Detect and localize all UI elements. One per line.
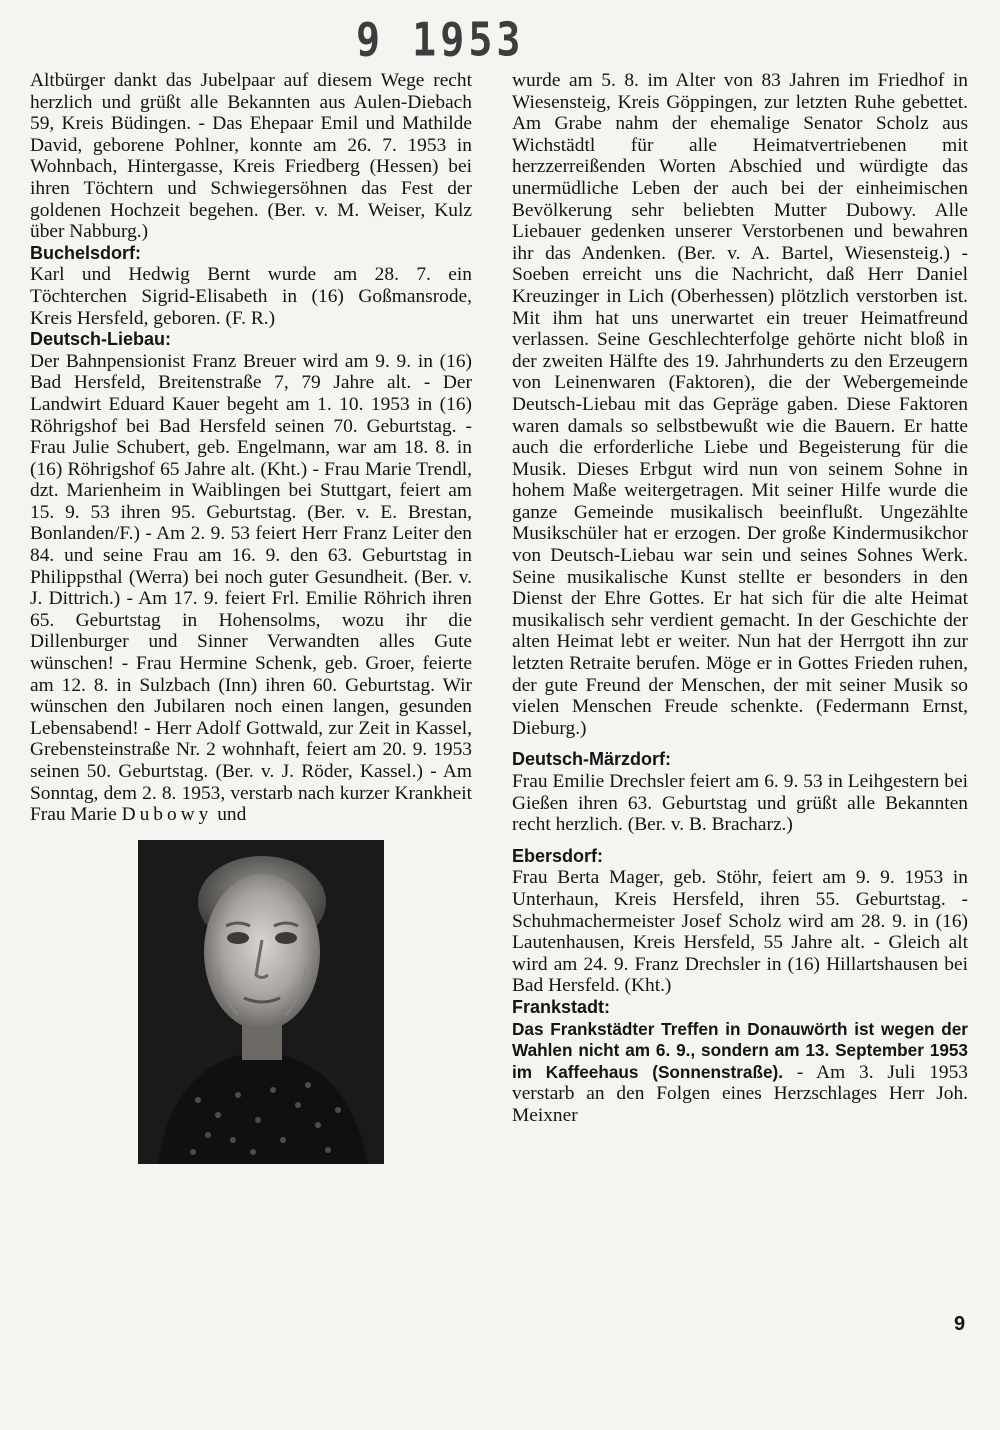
paragraph [30, 351, 472, 826]
name-spaced: Dubowy [121, 804, 213, 826]
paragraph [512, 1019, 968, 1127]
paragraph: Frau Berta Mager, geb. Stöhr, feiert am 9. 9. 1953 in Unterhaun, Kreis Hersfeld, ihren 55. Geburtstag. - Schuhmachermeister Josef Scholz wird am 28. 9. in (16) Lautenhausen, Kreis Hersfeld, 55 Jahre alt. - Gleich alt wird am 24. 9. Franz Drechsler in (16) Hillartshausen bei Bad Hersfeld. (Kht.) [512, 867, 968, 997]
paragraph: wurde am 5. 8. im Alter von 83 Jahren im Friedhof in Wiesensteig, Kreis Göppingen, zur letzten Ruhe gebettet. Am Grabe nahm der ehemalige Senator Scholz aus Wichstädtl für alle Heimatvertriebenen mit herzzerreißenden Worten Abschied und würdigte das unermüdliche Leben der auch bei der einheimischen Bevölkerung sehr beliebten Mutter Dubowy. Alle Liebauer gedenken unserer Verstorbenen und bewahren ihr das Andenken. (Ber. v. A. Bartel, Wiesensteig.) - Soeben erreicht uns die Nachricht, daß Herr Daniel Kreuzinger in Lich (Oberhessen) plötzlich verstorben ist. Mit ihm hat uns unerwartet ein treuer Heimatfreund verlassen. Seine Geschlechterfolge gehörte nicht bloß in der zweiten Hälfte des 19. Jahrhunderts zu den Erzeugern von Leinenwaren (Faktoren), die der Webergemeinde Deutsch-Liebau mit das Gepräge gaben. Diese Faktoren waren damals so selbstbewußt wie die Bauern. Er hatte auch die erforderliche Liebe und Begeisterung für die Musik. Dieses Erbgut wird nun von seinem Sohne in hohem Maße weitergetragen. Mit seiner Hilfe wurde die ganze Gemeinde musikalisch beeinflußt. Ungezählte Musikschüler hat er erzogen. Der große Kindermusikchor von Deutsch-Liebau war sein und seines Sohnes Werk. Seine musikalische Kunst stellte er besonders in den Dienst der Ehre Gottes. Er hat sich für die alte Heimat musikalisch sehr verdient gemacht. In der Geschichte der alten Heimat lebt er weiter. Nun hat der Herrgott ihn zur letzten Retraite berufen. Möge er in Gottes Frieden ruhen, der gute Freund der Menschen, der mit seiner Musik so vielen Menschen Freude schenkte. (Federmann Ernst, Dieburg.) [512, 70, 968, 739]
header-stamp: 9 1953 [356, 14, 525, 67]
section-heading-frankstadt: Frankstadt: [512, 996, 611, 1017]
portrait-image [138, 840, 384, 1164]
section-heading-buchelsdorf: Buchelsdorf: [30, 242, 142, 263]
paragraph: Karl und Hedwig Bernt wurde am 28. 7. ein Töchterchen Sigrid-Elisabeth in (16) Goßmansrode, Kreis Hersfeld, geboren. (F. R.) [30, 264, 472, 329]
section-heading-deutsch-maerzdorf: Deutsch-Märzdorf: [512, 749, 672, 770]
paragraph: Frau Emilie Drechsler feiert am 6. 9. 53 in Leihgestern bei Gießen ihren 63. Geburtstag und grüßt alle Bekannten recht herzlich. (Ber. v. B. Bracharz.) [512, 771, 968, 836]
paragraph-text: Der Bahnpensionist Franz Breuer wird am 9. 9. in (16) Bad Hersfeld, Breitenstraße 7, 79 Jahre alt. - Der Landwirt Eduard Kauer begeht am 1. 10. 1953 in (16) Röhrigshof bei Bad Hersfeld seinen 70. Geburtstag. - Frau Julie Schubert, geb. Engelmann, war am 18. 8. in (16) Röhrigshof 65 Jahre alt. (Kht.) - Frau Marie Trendl, dzt. Marienheim in Waiblingen bei Stuttgart, feiert am 15. 9. 53 ihren 95. Geburtstag. (Ber. v. E. Brestan, Bonlanden/F.) - Am 2. 9. 53 feiert Herr Franz Leiter den 84. und seine Frau am 16. 9. den 63. Geburtstag in Philippsthal (Werra) bei noch guter Gesundheit. (Ber. v. J. Dittrich.) - Am 17. 9. feiert Frl. Emilie Röhrich ihren 65. Geburtstag in Hohensolms, wozu ihr die Dillenburger und Sinner Verwandten alles Gute wünschen! - Frau Hermine Schenk, geb. Groer, feierte am 12. 8. in Sulzbach (Inn) ihren 60. Geburtstag. Wir wünschen den Jubilaren noch einen langen, gesunden Lebensabend! - Herr Adolf Gottwald, zur Zeit in Kassel, Grebensteinstraße Nr. 2 wohnhaft, feiert am 20. 9. 1953 seinen 50. Geburtstag. (Ber. v. J. Röder, Kassel.) - Am Sonntag, dem 2. 8. 1953, verstarb nach kurzer Krankheit Frau Marie [30, 350, 472, 826]
left-column [30, 70, 472, 1164]
portrait-photo [138, 840, 384, 1164]
section-heading-deutsch-liebau: Deutsch-Liebau: [30, 329, 172, 350]
paragraph: Altbürger dankt das Jubelpaar auf diesem Wege recht herzlich und grüßt alle Bekannten aus Aulen-Diebach 59, Kreis Büdingen. - Das Ehepaar Emil und Mathilde David, geborene Pohlner, konnte am 26. 7. 1953 in Wohnbach, Hintergasse, Kreis Friedberg (Hessen) bei ihren Töchtern und Schwiegersöhnen das Fest der goldenen Hochzeit begehen. (Ber. v. M. Weiser, Kulz über Nabburg.) [30, 70, 472, 243]
notice-bold: Das Frankstädter Treffen in Donauwörth ist wegen der Wahlen nicht am 6. 9., sondern am 13. September 1953 im Kaffeehaus (Sonnenstraße). [512, 1018, 968, 1082]
page-number: 9 [954, 1313, 966, 1335]
section-heading-ebersdorf: Ebersdorf: [512, 845, 604, 866]
right-column [512, 70, 968, 1127]
paragraph-text: - Am 3. Juli 1953 verstarb an den Folgen eines Herzschlages Herr Joh. Meixner [512, 1061, 968, 1126]
paragraph-text: und [217, 804, 247, 826]
